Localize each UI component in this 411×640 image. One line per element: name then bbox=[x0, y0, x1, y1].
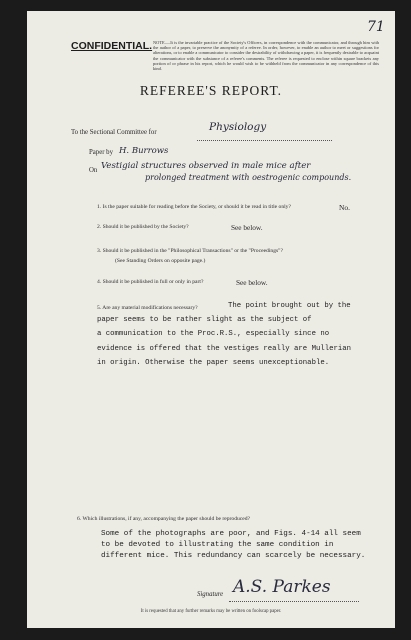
signature-label: Signature bbox=[197, 591, 224, 598]
referee-report-sheet bbox=[27, 11, 395, 628]
on-label: On bbox=[89, 167, 98, 174]
answer-6-line: Some of the photographs are poor, and Figs. 4-14 all seem bbox=[101, 530, 361, 538]
question-4: 4. Should it be published in full or only in part? bbox=[97, 279, 204, 285]
answer-1: No. bbox=[339, 203, 351, 212]
question-6: 6. Which illustrations, if any, accompanying the paper should be reproduced? bbox=[77, 516, 251, 522]
on-value-line2: prolonged treatment with oestrogenic compounds. bbox=[145, 173, 352, 182]
answer-5-block bbox=[97, 299, 387, 370]
committee-label: To the Sectional Committee for bbox=[71, 129, 157, 136]
report-title: REFEREE'S REPORT. bbox=[139, 83, 283, 98]
committee-value: Physiology bbox=[209, 121, 267, 133]
question-3-note: (See Standing Orders on opposite page.) bbox=[115, 258, 206, 264]
paper-by-label: Paper by bbox=[89, 149, 113, 156]
answer-5-line: paper seems to be rather slight as the subject of bbox=[97, 316, 312, 325]
answer-5-line: in origin. Otherwise the paper seems unexceptionable. bbox=[97, 358, 330, 367]
question-2: 2. Should it be published by the Society? bbox=[97, 224, 189, 230]
question-1: 1. Is the paper suitable for reading before the Society, or should it be read in title only? bbox=[97, 204, 291, 210]
answer-6-line: different mice. This redundancy can scarcely be necessary. bbox=[101, 552, 366, 561]
paper-by-value: H. Burrows bbox=[119, 146, 169, 156]
committee-line bbox=[197, 140, 332, 141]
anonymity-notice: NOTE.—It is the invariable practice of the Society's Officers, in correspondence with the communicator, and through him with the author of a paper, to preserve the anonymity of a referee. In order, however, to enable an author to meet or suggestions for alterations, or to enable a communicator to consider the desirability of withdrawing a paper, it is frequently desirable to acquaint the communicator with the substance of a referee's comments. The referee is requested to enclose within square brackets any portion of or phrase in his report, which he would wish to be withheld from the communicator in any correspondence of this kind. bbox=[153, 40, 379, 72]
answer-6-line: to be devoted to illustrating the same condition in bbox=[101, 541, 334, 550]
answer-5-line: The point brought out by the bbox=[228, 302, 351, 310]
confidential-heading: CONFIDENTIAL. bbox=[71, 40, 153, 52]
signature-line bbox=[229, 601, 359, 602]
question-5: 5. Are any material modifications necessary? bbox=[97, 305, 198, 311]
footer-note: It is requested that any further remarks may be written on foolscap paper. bbox=[140, 609, 282, 614]
answer-6-block bbox=[101, 529, 365, 563]
signature-value: A.S. Parkes bbox=[233, 577, 331, 597]
on-value-line1: Vestigial structures observed in male mice after bbox=[101, 161, 311, 171]
answer-5-line: evidence is offered that the vestiges really are Mullerian bbox=[97, 344, 351, 353]
answer-2: See below. bbox=[231, 223, 263, 232]
answer-5-line: a communication to the Proc.R.S., especially since no bbox=[97, 330, 330, 339]
question-3: 3. Should it be published in the "Philosophical Transactions" or the "Proceedings"? bbox=[97, 248, 283, 254]
folio-number: 71 bbox=[367, 19, 385, 35]
answer-4: See below. bbox=[236, 278, 268, 287]
